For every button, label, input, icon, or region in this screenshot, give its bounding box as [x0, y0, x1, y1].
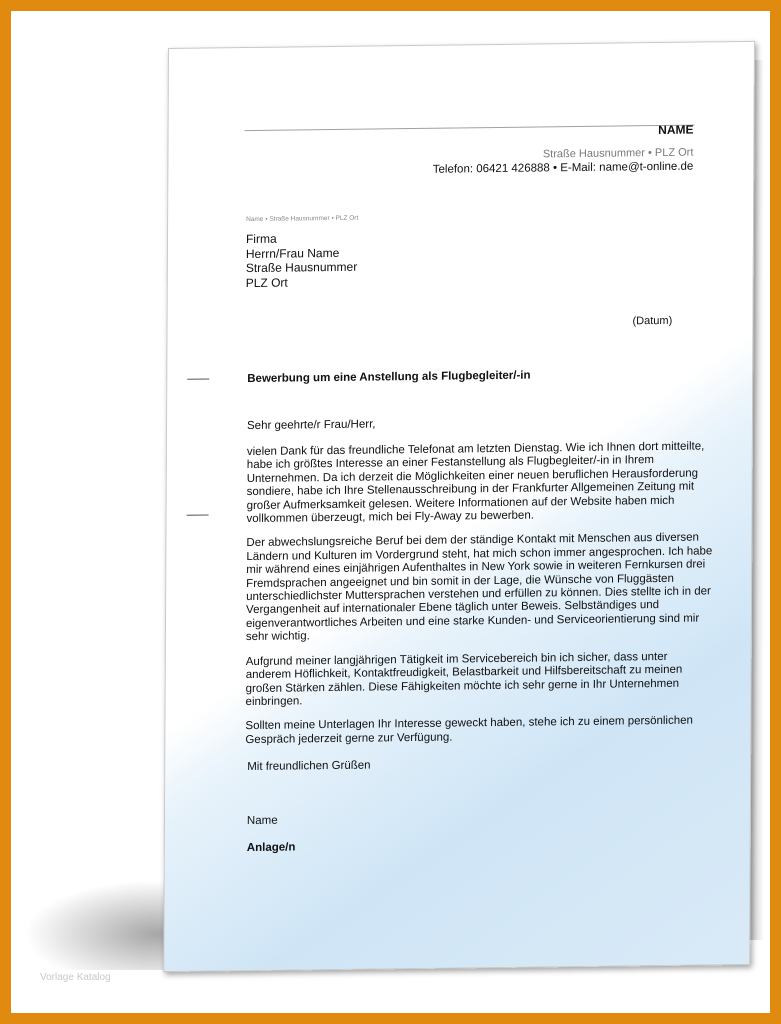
body-paragraph: Sollten meine Unterlagen Ihr Interesse geweckt haben, stehe ich zu einem persönlichen Gespräch jederzeit gerne zur Verfügung.: [245, 714, 693, 746]
attachments-label: Anlage/n: [246, 841, 296, 855]
recipient-person: Herrn/Frau Name: [245, 245, 340, 261]
recipient-block: [246, 231, 358, 290]
letter-body: [245, 440, 717, 758]
sender-name: NAME: [658, 122, 694, 138]
salutation: Sehr geehrte/r Frau/Herr,: [246, 418, 376, 433]
return-address-line: Name • Straße Hausnummer • PLZ Ort: [246, 214, 359, 224]
fold-mark-top: [187, 379, 209, 380]
header-rule: [245, 125, 695, 131]
closing-phrase: Mit freundlichen Grüßen: [247, 759, 371, 774]
body-paragraph: Aufgrund meiner langjährigen Tätigkeit im Servicebereich bin ich sicher, dass unter anderem Höflichkeit, Kontaktfreudigkeit, Belastbarkeit und Hilfsbereitschaft zu meinen großen Stärken zählen. Diese Fähigkeiten möchte ich sehr gerne in Ihr Unternehmen einbringen.: [245, 650, 683, 708]
recipient-city: PLZ Ort: [245, 275, 288, 290]
letter-subject: Bewerbung um eine Anstellung als Flugbegleiter/-in: [247, 369, 531, 386]
letter-page: [163, 41, 755, 972]
sender-address: Straße Hausnummer • PLZ Ort: [542, 146, 694, 161]
signature-name: Name: [246, 814, 278, 828]
recipient-street: Straße Hausnummer: [245, 259, 358, 276]
body-paragraph: vielen Dank für das freundliche Telefonat am letzten Dienstag. Wie ich Ihnen dort mitteilte, habe ich größtes Interesse an einer Festanstellung als Flugbegleiter/-in in Ihrem Unternehmen. Da ich derzeit die Möglichkeiten einer neuen beruflichen Herausforderung sondiere, habe ich Ihre Stellenausschreibung in der Frankfurter Allgemeinen Zeitung mit großer Aufmerksamkeit gelesen. Weitere Informationen auf der Website haben mich vollkommen überzeugt, mich bei Fly-Away zu bewerben.: [246, 440, 705, 526]
recipient-company: Firma: [245, 231, 277, 247]
body-paragraph: Der abwechslungsreiche Beruf bei dem der ständige Kontakt mit Menschen aus diversen Ländern und Kulturen im Vordergrund steht, hat mich schon immer angesprochen. Ich habe mir während eines einjährigen Aufenthaltes in New York sowie in weiteren Fernkursen drei Fremdsprachen angeeignet und bin somit in der Lage, die Wünsche von Fluggästen unterschiedlichster Muttersprachen verstehen und erfüllen zu können. Dies stellte ich in der Vergangenheit auf internationaler Ebene täglich unter Beweis. Selbständiges und eigenverantwortliches Arbeiten und eine starke Kunden- und Serviceorientierung sind mir sehr wichtig.: [245, 531, 713, 644]
sender-contact: Telefon: 06421 426888 • E-Mail: name@t-online.de: [432, 160, 694, 176]
watermark-text: Vorlage Katalog: [40, 972, 111, 983]
letter-date: (Datum): [632, 314, 673, 328]
fold-mark-middle: [187, 515, 209, 516]
